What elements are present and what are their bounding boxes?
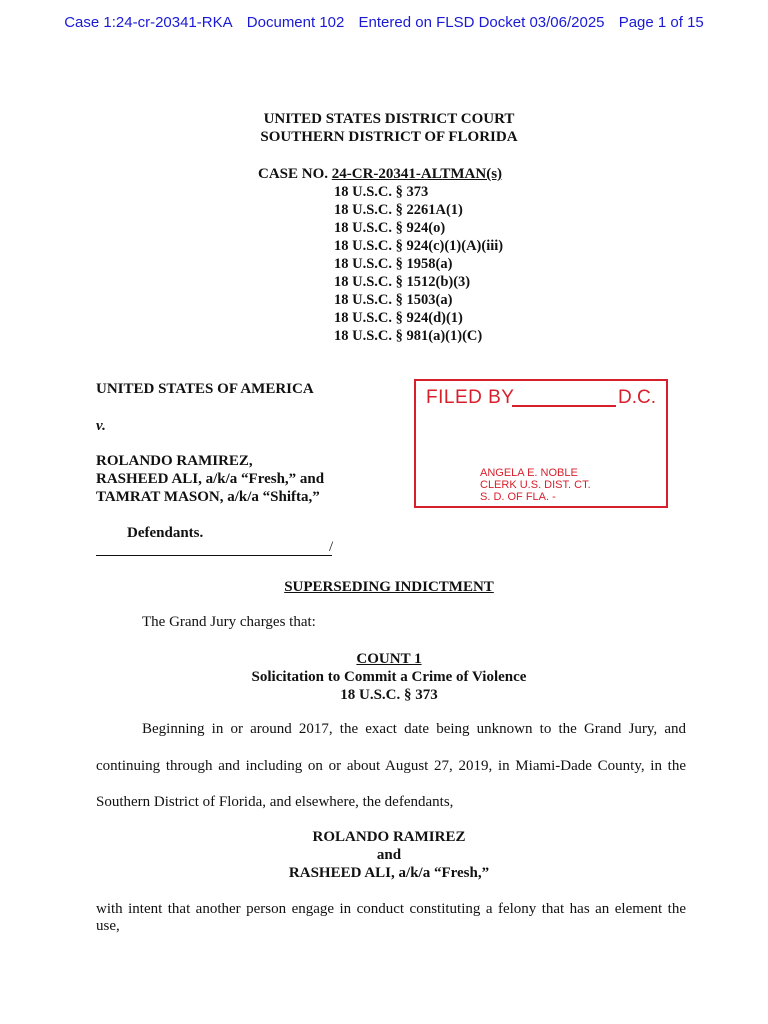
named-defendants [0,828,768,882]
count-heading [0,650,768,704]
court-district: SOUTHERN DISTRICT OF FLORIDA [260,129,518,145]
header-document-number: Document 102 [246,14,345,31]
case-number-line [258,165,502,183]
stamp-filed-by: FILED BY [426,387,515,408]
stamp-clerk-name: ANGELA E. NOBLE [480,467,578,479]
statute-list [334,183,503,345]
stamp-dc: D.C. [618,387,656,408]
grand-jury-intro: The Grand Jury charges that: [142,614,316,630]
stamp-clerk-block [480,467,591,503]
stamp-signature-line [512,405,616,407]
court-heading [0,110,768,146]
case-number-label: CASE NO. [258,166,329,182]
defendants-label: Defendants. [127,525,204,541]
statute-item: 18 U.S.C. § 924(d)(1) [334,310,463,326]
paragraph-line-2: continuing through and including on or about August 27, 2019, in Miami-Dade County, in the [96,758,686,774]
header-case-number: Case 1:24-cr-20341-RKA [64,14,233,31]
caption-slash: / [329,539,334,555]
header-docket-entry: Entered on FLSD Docket 03/06/2025 [358,14,605,31]
versus: v. [96,418,106,434]
count-statute: 18 U.S.C. § 373 [340,687,438,703]
count-number: COUNT 1 [356,651,422,667]
count-name: Solicitation to Commit a Crime of Violence [251,669,527,685]
superseding-indictment-title: SUPERSEDING INDICTMENT [284,579,494,595]
defendant-name: ROLANDO RAMIREZ, [96,453,253,469]
statute-item: 18 U.S.C. § 2261A(1) [334,202,463,218]
paragraph-line-3: Southern District of Florida, and elsewhere, the defendants, [96,794,454,810]
stamp-district: S. D. OF FLA. - [480,491,556,503]
stamp-clerk-title: CLERK U.S. DIST. CT. [480,479,591,491]
defendant-conjunction: and [376,847,402,863]
defendant-name: TAMRAT MASON, a/k/a “Shifta,” [96,489,320,505]
plaintiff-name: UNITED STATES OF AMERICA [96,381,314,397]
caption-underline [96,555,332,556]
defendant-ramirez: ROLANDO RAMIREZ [312,829,466,845]
court-name: UNITED STATES DISTRICT COURT [263,111,515,127]
statute-item: 18 U.S.C. § 1958(a) [334,256,453,272]
statute-item: 18 U.S.C. § 924(o) [334,220,446,236]
statute-item: 18 U.S.C. § 981(a)(1)(C) [334,328,483,344]
case-number-value: 24-CR-20341-ALTMAN(s) [331,166,503,182]
defendants-block [96,452,324,506]
filed-stamp [414,379,668,508]
docket-header [0,14,768,31]
defendant-ali: RASHEED ALI, a/k/a “Fresh,” [288,865,490,881]
statute-item: 18 U.S.C. § 1512(b)(3) [334,274,471,290]
statute-item: 18 U.S.C. § 1503(a) [334,292,453,308]
paragraph-line-1: Beginning in or around 2017, the exact date being unknown to the Grand Jury, and [142,721,686,737]
document-title [0,578,768,596]
header-page-number: Page 1 of 15 [618,14,704,31]
defendant-name: RASHEED ALI, a/k/a “Fresh,” and [96,471,325,487]
continuation-line: with intent that another person engage in conduct constituting a felony that has an element the use, [96,901,686,934]
statute-item: 18 U.S.C. § 924(c)(1)(A)(iii) [334,238,504,254]
statute-item: 18 U.S.C. § 373 [334,184,429,200]
